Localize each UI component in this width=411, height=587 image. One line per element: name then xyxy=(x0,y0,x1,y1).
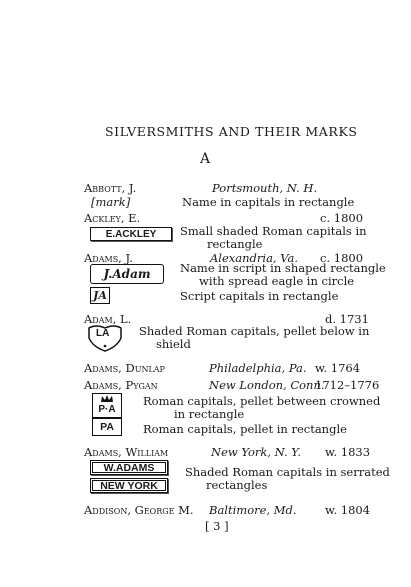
entry-date: w. 1833 xyxy=(325,445,371,459)
entry-description: Shaded Roman capitals in serrated xyxy=(185,465,390,479)
maker-mark-image: PA xyxy=(92,418,122,436)
entry-description: shield xyxy=(156,337,191,351)
entry-description: in rectangle xyxy=(174,407,245,421)
entry-location: Alexandria, Va. xyxy=(210,251,299,265)
maker-mark-image: NEW YORK xyxy=(90,478,168,493)
entry-description: Roman capitals, pellet between crowned xyxy=(143,394,381,408)
entry-description: Name in script in shaped rectangle xyxy=(180,261,386,275)
entry-name: Adams, Pygan xyxy=(84,378,158,392)
entry-name: Addison, George M. xyxy=(84,503,194,517)
maker-mark-image: E.ACKLEY xyxy=(90,227,172,241)
entry-name: Abbott, J. xyxy=(84,181,137,195)
entry-date: w. 1804 xyxy=(325,503,371,517)
maker-mark-image: W.ADAMS xyxy=(90,460,168,475)
entry-location: New London, Conn. xyxy=(209,378,325,392)
entry-date: w. 1764 xyxy=(315,361,361,375)
entry-date: 1712–1776 xyxy=(315,378,380,392)
entry-description: Shaded Roman capitals, pellet below in xyxy=(139,324,370,338)
entry-location: Baltimore, Md. xyxy=(209,503,297,517)
entry-date: c. 1800 xyxy=(320,211,364,225)
page-title: SILVERSMITHS AND THEIR MARKS xyxy=(105,124,358,139)
entry-description: Name in capitals in rectangle xyxy=(182,195,355,209)
entry-location: Philadelphia, Pa. xyxy=(209,361,307,375)
entry-name: Adams, J. xyxy=(84,251,133,265)
entry-description: with spread eagle in circle xyxy=(199,274,355,288)
entry-description: Script capitals in rectangle xyxy=(180,289,339,303)
entry-date: c. 1800 xyxy=(320,251,364,265)
page-number: [ 3 ] xyxy=(205,519,229,533)
entry-date: d. 1731 xyxy=(325,312,369,326)
entry-location: Portsmouth, N. H. xyxy=(212,181,318,195)
maker-mark-image: P·A xyxy=(92,393,122,418)
maker-mark-image: JA xyxy=(90,287,110,304)
entry-name: Ackley, E. xyxy=(84,211,141,225)
maker-mark-image: LA xyxy=(96,328,110,339)
crown-icon xyxy=(100,395,114,403)
section-letter: A xyxy=(200,151,211,167)
entry-name: Adams, William xyxy=(84,445,169,459)
entry-name: Adams, Dunlap xyxy=(84,361,165,375)
entry-description: rectangle xyxy=(207,237,263,251)
entry-location: New York, N. Y. xyxy=(211,445,302,459)
entry-mark-placeholder: [mark] xyxy=(91,195,131,209)
entry-description: Small shaded Roman capitals in xyxy=(180,224,367,238)
entry-name: Adam, L. xyxy=(84,312,132,326)
maker-mark-image: J.Adam xyxy=(90,264,164,284)
entry-description: Roman capitals, pellet in rectangle xyxy=(143,422,347,436)
entry-description: rectangles xyxy=(206,478,268,492)
